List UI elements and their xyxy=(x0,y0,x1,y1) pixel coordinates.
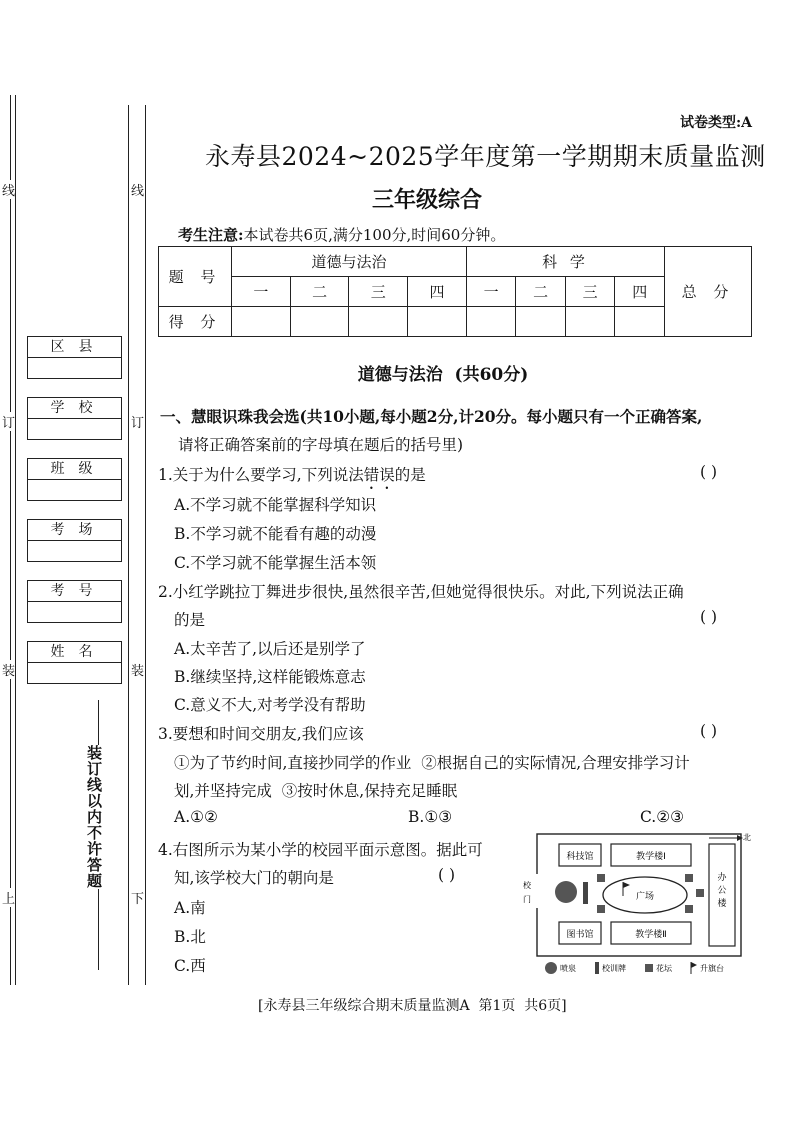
gate-label xyxy=(523,880,532,904)
gate-gap xyxy=(535,874,540,908)
flag-icon xyxy=(623,882,630,888)
field-school xyxy=(27,397,122,440)
field-class xyxy=(27,458,122,501)
answer-bracket[interactable]: ( ) xyxy=(438,866,456,884)
score-cell[interactable] xyxy=(349,307,408,337)
question-text: 1.关于为什么要学习,下列说法 xyxy=(158,466,364,484)
score-cell[interactable] xyxy=(615,307,665,337)
score-cell[interactable] xyxy=(466,307,516,337)
score-col: 二 xyxy=(516,277,566,307)
notice-text: 本试卷共6页,满分100分,时间60分钟。 xyxy=(243,226,506,244)
gate-char: 校 xyxy=(523,881,531,890)
legend-flag-icon xyxy=(691,962,697,968)
field-blank[interactable] xyxy=(28,480,121,500)
margin-line xyxy=(10,95,11,985)
field-blank[interactable] xyxy=(28,419,121,439)
score-table-group-morality: 道德与法治 xyxy=(232,247,467,277)
score-col: 一 xyxy=(232,277,291,307)
score-cell[interactable] xyxy=(565,307,615,337)
flowerbed-icon xyxy=(685,905,693,913)
score-col: 四 xyxy=(615,277,665,307)
question-3-stem: 3.要想和时间交朋友,我们应该 xyxy=(158,725,364,743)
score-col: 四 xyxy=(408,277,467,307)
margin-label-ding: 订 xyxy=(2,412,15,431)
building-office xyxy=(709,844,735,946)
field-name xyxy=(27,641,122,684)
margin-label-xia: 下 xyxy=(131,888,144,907)
flowerbed-icon xyxy=(685,874,693,882)
building-office-char: 办 xyxy=(717,872,727,882)
option-c: C.意义不大,对考学没有帮助 xyxy=(174,696,366,714)
question-2-stem-cont: 的是 xyxy=(174,611,206,629)
field-exam-number xyxy=(27,580,122,623)
flowerbed-icon xyxy=(597,874,605,882)
binding-note: 装订线以内不许答题 xyxy=(85,745,103,889)
question-text: 的是 xyxy=(394,466,426,484)
margin-line xyxy=(128,105,129,985)
score-table-total: 总 分 xyxy=(665,247,752,337)
option-c: C.②③ xyxy=(640,808,685,826)
campus-map xyxy=(523,830,753,978)
field-label: 考号 xyxy=(28,581,121,602)
score-cell[interactable] xyxy=(290,307,349,337)
field-label: 班级 xyxy=(28,459,121,480)
score-table-row-label: 题 号 xyxy=(159,247,232,307)
building-office-char: 楼 xyxy=(717,898,727,908)
legend-fountain-icon xyxy=(545,962,557,974)
question-1-stem xyxy=(158,463,426,493)
building-office-label xyxy=(717,871,727,908)
building-library-label: 图书馆 xyxy=(566,929,594,939)
option-a: A.南 xyxy=(174,899,206,917)
fountain-icon xyxy=(555,881,577,903)
legend-motto-icon xyxy=(595,962,599,974)
question-4-stem: 4.右图所示为某小学的校园平面示意图。据此可 xyxy=(158,841,483,859)
option-a: A.①② xyxy=(174,808,218,826)
option-c: C.不学习就不能掌握生活本领 xyxy=(174,554,377,572)
north-label: 北 xyxy=(743,833,751,842)
question-emphasis: 错误 xyxy=(363,466,395,484)
part-1-heading xyxy=(160,405,702,427)
question-2-stem: 2.小红学跳拉丁舞进步很快,虽然很辛苦,但她觉得很快乐。对此,下列说法正确 xyxy=(158,583,684,601)
legend-flowerbed: 花坛 xyxy=(656,964,672,973)
page-subtitle: 三年级综合 xyxy=(371,187,482,213)
legend-flag: 升旗台 xyxy=(700,964,724,973)
exam-notice xyxy=(178,224,505,245)
score-cell[interactable] xyxy=(516,307,566,337)
field-label: 考场 xyxy=(28,520,121,541)
building-teach-2-label: 教学楼Ⅱ xyxy=(635,929,667,939)
legend-motto: 校训牌 xyxy=(602,964,626,973)
legend-fountain: 喷泉 xyxy=(560,964,576,973)
square-label: 广场 xyxy=(635,891,655,901)
field-label: 学校 xyxy=(28,398,121,419)
flowerbed-icon xyxy=(696,889,704,897)
building-teach-1-label: 教学楼Ⅰ xyxy=(636,851,666,861)
margin-label-xian: 线 xyxy=(2,180,15,199)
option-b: B.继续坚持,这样能锻炼意志 xyxy=(174,668,366,686)
option-a: A.太辛苦了,以后还是别学了 xyxy=(174,640,366,658)
score-cell[interactable] xyxy=(232,307,291,337)
legend-flowerbed-icon xyxy=(645,964,653,972)
margin-label-shang: 上 xyxy=(2,888,15,907)
part-1-heading-line: 一、慧眼识珠我会选(共10小题,每小题2分,计20分。每小题只有一个正确答案, xyxy=(160,407,703,426)
building-tech-label: 科技馆 xyxy=(566,851,594,861)
score-table-row-label: 得 分 xyxy=(159,307,232,337)
gate-char: 门 xyxy=(523,895,531,904)
margin-label-ding: 订 xyxy=(131,412,144,431)
answer-bracket[interactable]: ( ) xyxy=(700,608,718,626)
building-office-char: 公 xyxy=(717,885,727,895)
field-blank[interactable] xyxy=(28,663,121,683)
score-col: 二 xyxy=(290,277,349,307)
score-cell[interactable] xyxy=(408,307,467,337)
field-label: 姓名 xyxy=(28,642,121,663)
question-3-statements: ①为了节约时间,直接抄同学的作业 ②根据自己的实际情况,合理安排学习计 xyxy=(174,754,690,772)
field-label: 区县 xyxy=(28,337,121,358)
option-a: A.不学习就不能掌握科学知识 xyxy=(174,496,377,514)
page-footer: [永寿县三年级综合期末质量监测A 第1页 共6页] xyxy=(258,998,567,1014)
margin-label-xian: 线 xyxy=(131,180,144,199)
question-4-stem-cont: 知,该学校大门的朝向是 xyxy=(174,869,334,887)
score-col: 一 xyxy=(466,277,516,307)
score-table-group-science: 科 学 xyxy=(466,247,664,277)
field-blank[interactable] xyxy=(28,602,121,622)
option-b: B.①③ xyxy=(408,808,453,826)
option-c: C.西 xyxy=(174,957,206,975)
notice-label: 考生注意: xyxy=(178,226,244,244)
score-col: 三 xyxy=(349,277,408,307)
option-b: B.北 xyxy=(174,928,206,946)
field-exam-room xyxy=(27,519,122,562)
score-col: 三 xyxy=(565,277,615,307)
option-b: B.不学习就不能看有趣的动漫 xyxy=(174,525,377,543)
margin-line xyxy=(145,105,146,985)
field-blank[interactable] xyxy=(28,541,121,561)
motto-board-icon xyxy=(583,882,588,904)
section-title: 道德与法治 (共60分) xyxy=(357,365,529,385)
margin-line xyxy=(15,95,16,985)
flowerbed-icon xyxy=(597,905,605,913)
margin-label-zhuang: 装 xyxy=(131,660,144,679)
paper-type: 试卷类型:A xyxy=(679,115,752,131)
page-title: 永寿县2024~2025学年度第一学期期末质量监测 xyxy=(205,142,766,171)
margin-label-zhuang: 装 xyxy=(2,660,15,679)
question-3-statements-cont: 划,并坚持完成 ③按时休息,保持充足睡眠 xyxy=(174,782,458,800)
answer-bracket[interactable]: ( ) xyxy=(700,463,718,481)
answer-bracket[interactable]: ( ) xyxy=(700,722,718,740)
score-table xyxy=(158,246,752,337)
part-1-instruction: 请将正确答案前的字母填在题后的括号里) xyxy=(178,436,464,454)
